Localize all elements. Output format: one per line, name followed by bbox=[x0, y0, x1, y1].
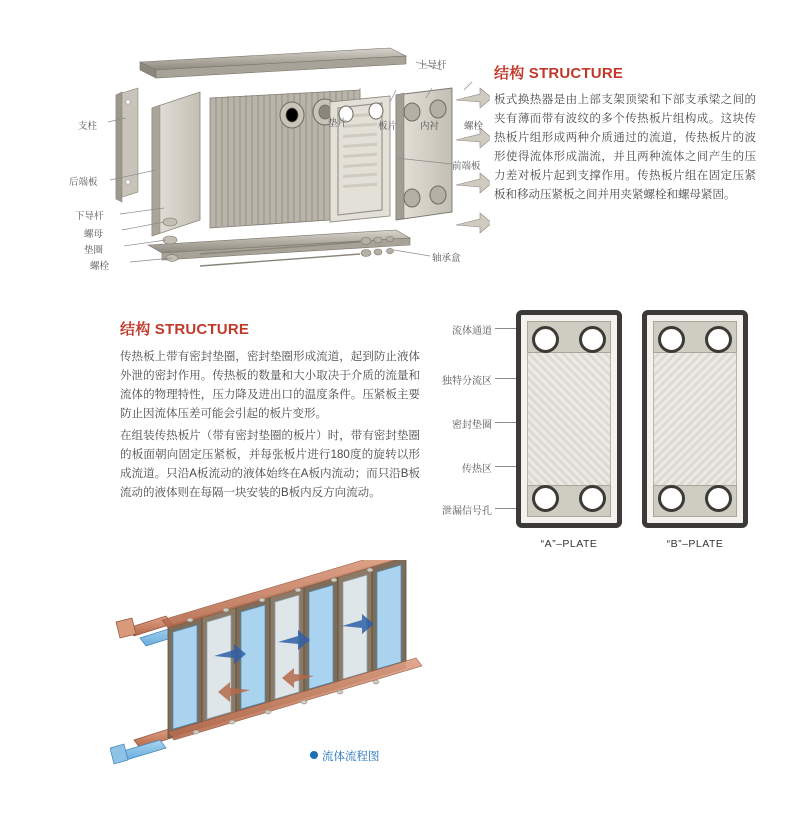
section1-title bbox=[494, 62, 756, 83]
section2-title-cn: 结构 bbox=[120, 321, 151, 338]
plate-a-caption: “A”–PLATE bbox=[540, 538, 598, 550]
label-front-plate: 前端板 bbox=[452, 161, 481, 172]
section1-title-en: STRUCTURE bbox=[528, 65, 624, 82]
section-structure-top bbox=[494, 62, 756, 205]
callout-fluid-channel bbox=[420, 322, 492, 337]
plate-a-illustration bbox=[516, 310, 622, 528]
callout-gasket-label: 密封垫圈 bbox=[452, 420, 492, 431]
label-bearing: 轴承盒 bbox=[432, 253, 461, 264]
section2-title-en: STRUCTURE bbox=[154, 321, 250, 338]
callout-heat-transfer-zone-label: 传热区 bbox=[462, 464, 492, 475]
plate-a-port-top-left bbox=[532, 326, 559, 353]
section1-title-cn: 结构 bbox=[494, 65, 525, 82]
label-washer: 垫圈 bbox=[84, 245, 104, 256]
label-plate: 板片 bbox=[378, 121, 398, 132]
exploded-assembly-svg bbox=[60, 40, 490, 290]
plate-b-port-top-right bbox=[705, 326, 732, 353]
label-nut: 螺母 bbox=[84, 229, 104, 240]
label-lining: 内衬 bbox=[420, 121, 440, 132]
section2-paragraph-1: 传热板上带有密封垫圈，密封垫圈形成流道，起到防止液体外泄的密封作用。传热板的数量和大小取决于介质的流量和流体的物理特性，压力降及进出口的温度条件。压紧板主要防止因流体压差可能会引起的板片变形。 bbox=[120, 351, 420, 420]
plate-a-port-bottom-right bbox=[579, 485, 606, 512]
section1-body: 板式换热器是由上部支架顶梁和下部支承梁之间的夹有薄而带有波纹的多个传热板片组构成。这块传热板片组形成两种介质通过的流道，传热板片的波形使得流体形成湍流，并且两种流体之间产生的压力差对板片起到支撑作用。传热板片组在固定压紧板和移动压紧板之间并用夹紧螺栓和螺母紧固。 bbox=[494, 94, 756, 201]
bullet-dot-icon bbox=[310, 751, 318, 759]
section2-paragraph-2: 在组装传热板片（带有密封垫圈的板片）时，带有密封垫圈的板面朝向固定压紧板，并每张板片进行180度的旋转以形成流道。只沿A板流动的液体始终在A板内流动；而只沿B板流动的液体则在每隔一块安装的B板内反方向流动。 bbox=[120, 430, 420, 499]
callout-leak-signal-hole-label: 泄漏信号孔 bbox=[442, 506, 492, 517]
plate-b-illustration bbox=[642, 310, 748, 528]
plate-b-port-bottom-right bbox=[705, 485, 732, 512]
plate-b-port-bottom-left bbox=[658, 485, 685, 512]
callout-distribution-zone-label: 独特分流区 bbox=[442, 376, 492, 387]
callout-gasket bbox=[420, 416, 492, 431]
callout-heat-transfer-zone bbox=[420, 460, 492, 475]
callout-fluid-channel-label: 流体通道 bbox=[452, 326, 492, 337]
section2-title bbox=[120, 318, 420, 339]
plate-a-port-top-right bbox=[579, 326, 606, 353]
section-structure-bottom bbox=[120, 318, 420, 503]
label-bottom-bar: 下导杆 bbox=[75, 211, 104, 222]
label-stud: 螺栓 bbox=[90, 261, 110, 272]
plate-b-port-top-left bbox=[658, 326, 685, 353]
label-bolt: 螺栓 bbox=[464, 121, 484, 132]
label-top-bar: 上导杆 bbox=[418, 60, 447, 71]
flow-diagram-caption-text: 流体流程图 bbox=[322, 751, 380, 763]
plate-comparison-diagram bbox=[420, 310, 770, 565]
label-column: 支柱 bbox=[78, 121, 98, 132]
label-gasket: 垫片 bbox=[328, 118, 348, 129]
flow-diagram-caption bbox=[310, 748, 380, 764]
callout-distribution-zone bbox=[420, 372, 492, 387]
label-rear-plate: 后端板 bbox=[69, 177, 98, 188]
callout-leak-signal-hole bbox=[420, 502, 492, 517]
exploded-assembly-diagram bbox=[60, 40, 490, 290]
plate-a-port-bottom-left bbox=[532, 485, 559, 512]
plate-b-caption: “B”–PLATE bbox=[666, 538, 724, 550]
